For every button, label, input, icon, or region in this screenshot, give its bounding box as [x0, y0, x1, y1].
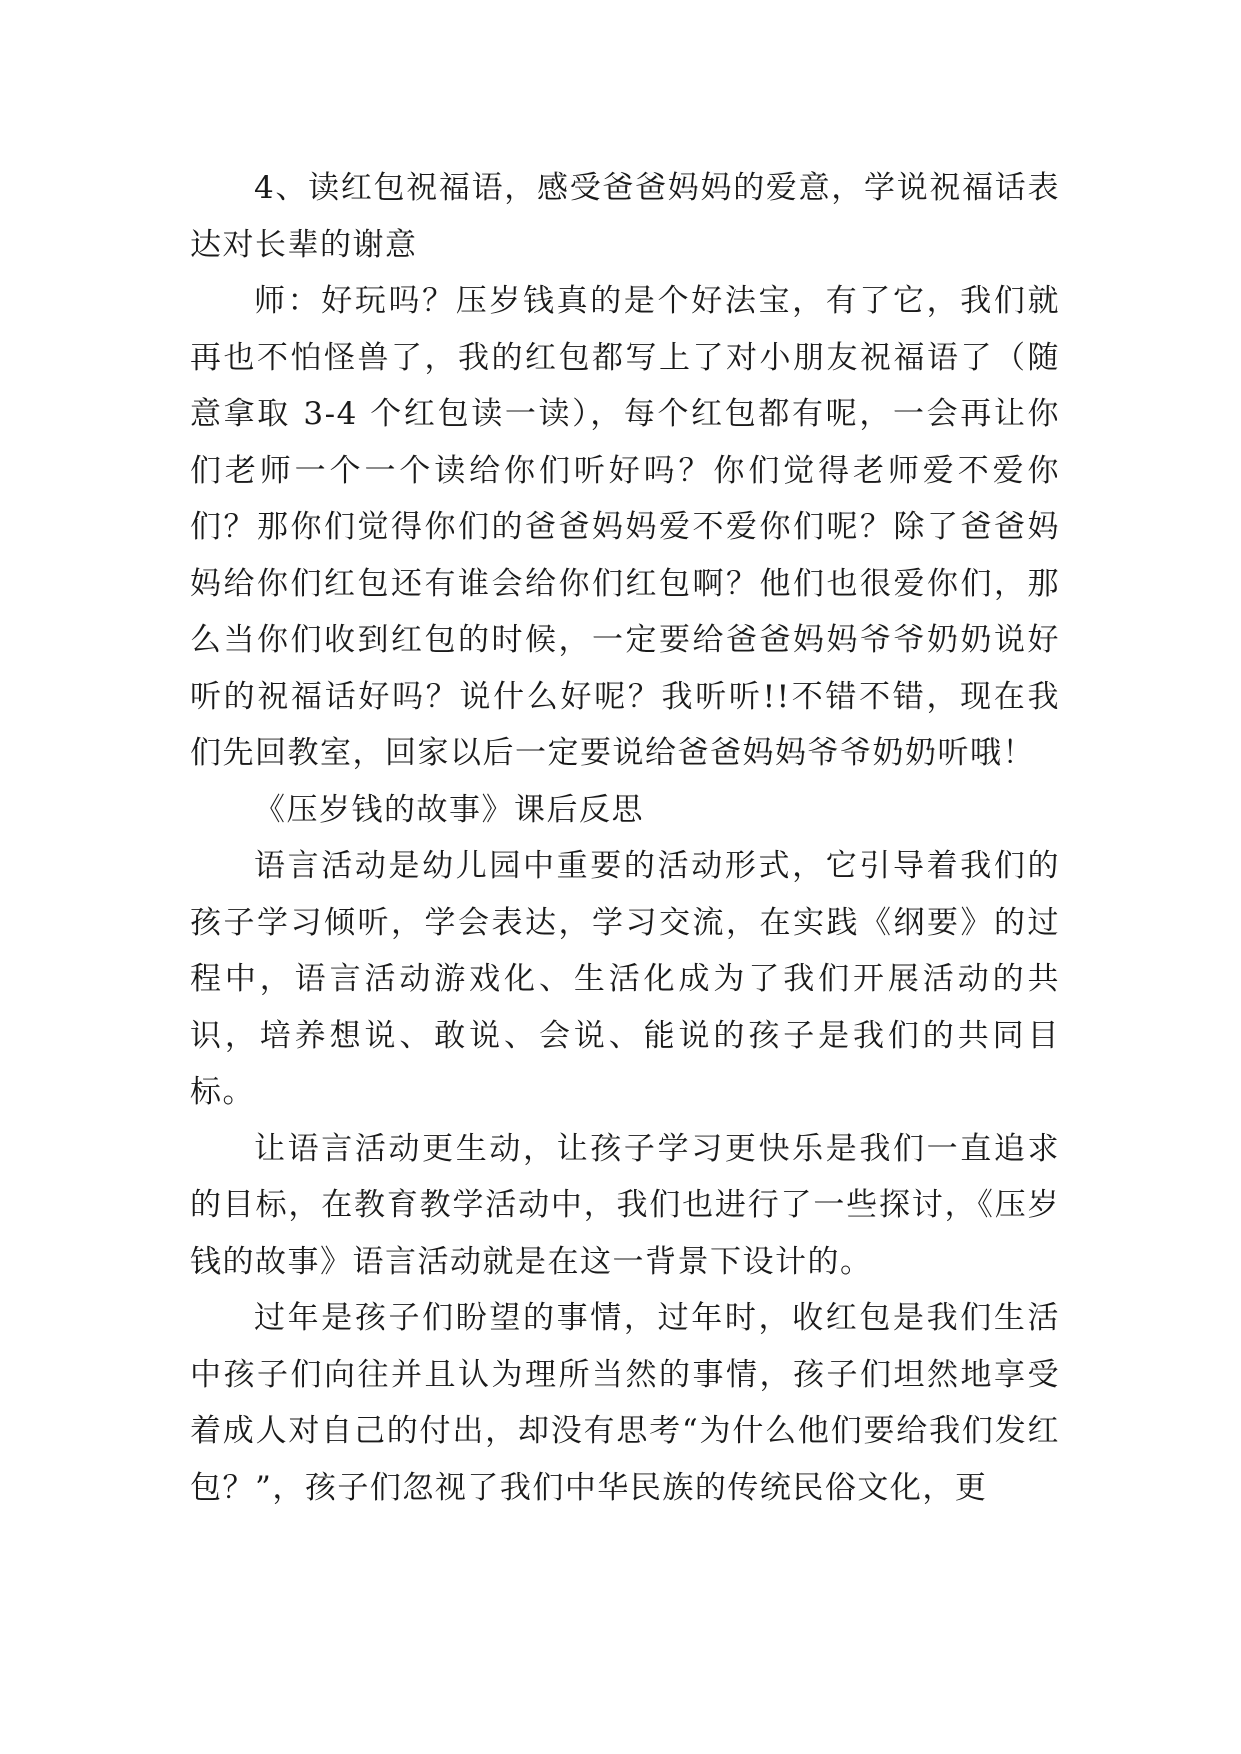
paragraph-reflection-2: 让语言活动更生动，让孩子学习更快乐是我们一直追求的目标，在教育教学活动中，我们也进行了一些探讨，《压岁钱的故事》语言活动就是在这一背景下设计的。 — [190, 1130, 1060, 1280]
paragraph-reflection-3: 过年是孩子们盼望的事情，过年时，收红包是我们生活中孩子们向往并且认为理所当然的事情，孩子们坦然地享受着成人对自己的付出，却没有思考“为什么他们要给我们发红包？”，孩子们忽视了我们中华民族的传统民俗文化，更 — [190, 1300, 1060, 1506]
paragraph-teacher-dialogue: 师：好玩吗？压岁钱真的是个好法宝，有了它，我们就再也不怕怪兽了，我的红包都写上了对小朋友祝福语了（随意拿取 3-4 个红包读一读），每个红包都有呢，一会再让你们老师一个一个读给你们听好吗？你们觉得老师爱不爱你们？那你们觉得你们的爸爸妈妈爱不爱你们呢？除了爸爸妈妈给你们红包还有谁会给你们红包啊？他们也很爱你们，那么当你们收到红包的时候，一定要给爸爸妈妈爷爷奶奶说好听的祝福话好吗？说什么好呢？我听听!!不错不错，现在我们先回教室，回家以后一定要说给爸爸妈妈爷爷奶奶听哦！ — [190, 283, 1060, 771]
paragraph-reflection-1: 语言活动是幼儿园中重要的活动形式，它引导着我们的孩子学习倾听，学会表达，学习交流，在实践《纲要》的过程中，语言活动游戏化、生活化成为了我们开展活动的共识，培养想说、敢说、会说、能说的孩子是我们的共同目标。 — [190, 848, 1060, 1110]
paragraph-step-4: 4、读红包祝福语，感受爸爸妈妈的爱意，学说祝福话表达对长辈的谢意 — [190, 170, 1060, 263]
document-page — [190, 160, 1060, 1516]
reflection-heading: 《压岁钱的故事》课后反思 — [254, 791, 644, 828]
